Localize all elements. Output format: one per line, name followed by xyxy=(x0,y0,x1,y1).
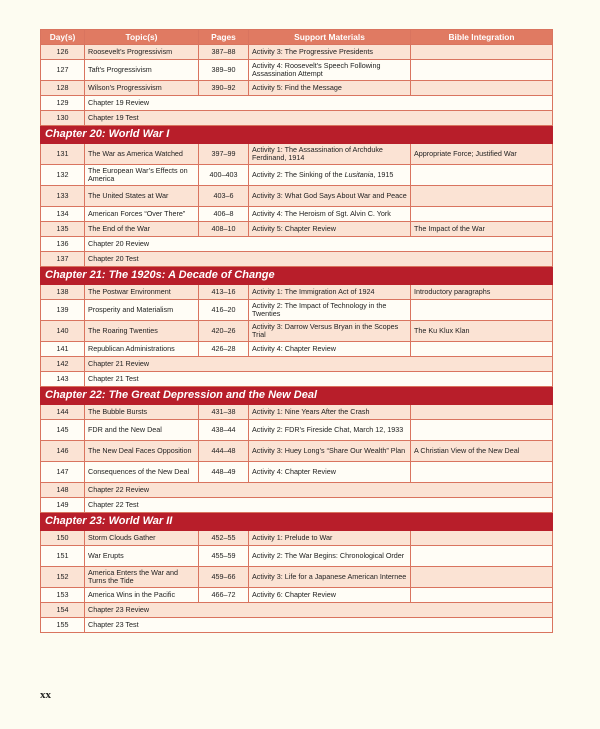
topic-cell: Chapter 21 Review xyxy=(85,357,553,372)
bible-cell: Introductory paragraphs xyxy=(411,285,553,300)
day-cell: 152 xyxy=(41,567,85,588)
pages-cell: 390–92 xyxy=(199,81,249,96)
pages-cell: 387–88 xyxy=(199,45,249,60)
day-cell: 154 xyxy=(41,603,85,618)
day-cell: 138 xyxy=(41,285,85,300)
table-row xyxy=(41,321,553,342)
bible-cell xyxy=(411,546,553,567)
support-cell: Activity 2: The Impact of Technology in the Twenties xyxy=(249,300,411,321)
support-cell: Activity 1: The Immigration Act of 1924 xyxy=(249,285,411,300)
table-row xyxy=(41,165,553,186)
day-cell: 137 xyxy=(41,252,85,267)
support-cell xyxy=(249,165,411,186)
table-row xyxy=(41,186,553,207)
table-row xyxy=(41,357,553,372)
pages-cell: 459–66 xyxy=(199,567,249,588)
support-cell: Activity 4: Roosevelt’s Speech Following Assassination Attempt xyxy=(249,60,411,81)
pages-cell: 452–55 xyxy=(199,531,249,546)
table-row xyxy=(41,222,553,237)
bible-cell xyxy=(411,588,553,603)
chapter-heading: Chapter 21: The 1920s: A Decade of Change xyxy=(41,267,553,285)
table-row xyxy=(41,81,553,96)
topic-cell: Chapter 19 Test xyxy=(85,111,553,126)
lesson-schedule-table xyxy=(40,29,553,633)
topic-cell: Roosevelt’s Progressivism xyxy=(85,45,199,60)
support-cell: Activity 2: FDR’s Fireside Chat, March 12, 1933 xyxy=(249,420,411,441)
pages-cell: 416–20 xyxy=(199,300,249,321)
day-cell: 143 xyxy=(41,372,85,387)
pages-cell: 431–38 xyxy=(199,405,249,420)
support-ship-name: Lusitania xyxy=(344,169,374,179)
support-cell: Activity 3: Life for a Japanese American Internee xyxy=(249,567,411,588)
table-row xyxy=(41,45,553,60)
day-cell: 144 xyxy=(41,405,85,420)
day-cell: 147 xyxy=(41,462,85,483)
table-row xyxy=(41,405,553,420)
support-cell: Activity 3: What God Says About War and Peace xyxy=(249,186,411,207)
support-cell: Activity 4: The Heroism of Sgt. Alvin C. York xyxy=(249,207,411,222)
topic-cell: American Forces “Over There” xyxy=(85,207,199,222)
topic-cell: Chapter 23 Review xyxy=(85,603,553,618)
table-row xyxy=(41,567,553,588)
topic-cell: The War as America Watched xyxy=(85,144,199,165)
bible-cell xyxy=(411,531,553,546)
header-bible: Bible Integration xyxy=(411,30,553,45)
day-cell: 128 xyxy=(41,81,85,96)
topic-cell: Chapter 20 Test xyxy=(85,252,553,267)
table-header-row xyxy=(41,30,553,45)
day-cell: 135 xyxy=(41,222,85,237)
topic-cell: Chapter 20 Review xyxy=(85,237,553,252)
bible-cell xyxy=(411,165,553,186)
table-row xyxy=(41,207,553,222)
pages-cell: 403–6 xyxy=(199,186,249,207)
table-row xyxy=(41,300,553,321)
table-row xyxy=(41,618,553,633)
bible-cell xyxy=(411,300,553,321)
day-cell: 145 xyxy=(41,420,85,441)
chapter-heading: Chapter 23: World War II xyxy=(41,513,553,531)
topic-cell: Consequences of the New Deal xyxy=(85,462,199,483)
chapter-heading-row xyxy=(41,387,553,405)
day-cell: 132 xyxy=(41,165,85,186)
topic-cell: The Roaring Twenties xyxy=(85,321,199,342)
topic-cell: America Wins in the Pacific xyxy=(85,588,199,603)
bible-cell xyxy=(411,81,553,96)
topic-cell: Storm Clouds Gather xyxy=(85,531,199,546)
chapter-heading: Chapter 22: The Great Depression and the New Deal xyxy=(41,387,553,405)
support-cell: Activity 4: Chapter Review xyxy=(249,342,411,357)
day-cell: 133 xyxy=(41,186,85,207)
bible-cell xyxy=(411,405,553,420)
bible-cell xyxy=(411,186,553,207)
day-cell: 151 xyxy=(41,546,85,567)
bible-cell xyxy=(411,342,553,357)
day-cell: 126 xyxy=(41,45,85,60)
table-row xyxy=(41,462,553,483)
pages-cell: 413–16 xyxy=(199,285,249,300)
bible-cell: A Christian View of the New Deal xyxy=(411,441,553,462)
topic-cell: FDR and the New Deal xyxy=(85,420,199,441)
support-cell: Activity 1: Nine Years After the Crash xyxy=(249,405,411,420)
topic-cell: Chapter 21 Test xyxy=(85,372,553,387)
table-row xyxy=(41,342,553,357)
support-cell: Activity 6: Chapter Review xyxy=(249,588,411,603)
support-cell: Activity 3: Darrow Versus Bryan in the Scopes Trial xyxy=(249,321,411,342)
pages-cell: 408–10 xyxy=(199,222,249,237)
pages-cell: 420–26 xyxy=(199,321,249,342)
topic-cell: Wilson’s Progressivism xyxy=(85,81,199,96)
table-row xyxy=(41,252,553,267)
table-row xyxy=(41,60,553,81)
bible-cell: Appropriate Force; Justified War xyxy=(411,144,553,165)
table-row xyxy=(41,144,553,165)
pages-cell: 438–44 xyxy=(199,420,249,441)
day-cell: 146 xyxy=(41,441,85,462)
day-cell: 136 xyxy=(41,237,85,252)
pages-cell: 448–49 xyxy=(199,462,249,483)
header-support: Support Materials xyxy=(249,30,411,45)
support-cell: Activity 2: The War Begins: Chronological Order xyxy=(249,546,411,567)
topic-cell: Chapter 23 Test xyxy=(85,618,553,633)
support-cell: Activity 3: The Progressive Presidents xyxy=(249,45,411,60)
chapter-heading-row xyxy=(41,267,553,285)
bible-cell xyxy=(411,60,553,81)
pages-cell: 426–28 xyxy=(199,342,249,357)
table-row xyxy=(41,603,553,618)
support-cell: Activity 1: Prelude to War xyxy=(249,531,411,546)
table-row xyxy=(41,498,553,513)
day-cell: 131 xyxy=(41,144,85,165)
day-cell: 129 xyxy=(41,96,85,111)
support-text: Activity 2: The Sinking of the xyxy=(252,169,345,179)
topic-cell: Republican Administrations xyxy=(85,342,199,357)
table-row xyxy=(41,237,553,252)
topic-cell: The United States at War xyxy=(85,186,199,207)
table-row xyxy=(41,546,553,567)
pages-cell: 444–48 xyxy=(199,441,249,462)
table-row xyxy=(41,531,553,546)
topic-cell: The European War’s Effects on America xyxy=(85,165,199,186)
bible-cell xyxy=(411,462,553,483)
day-cell: 153 xyxy=(41,588,85,603)
table-row xyxy=(41,285,553,300)
day-cell: 140 xyxy=(41,321,85,342)
topic-cell: Taft’s Progressivism xyxy=(85,60,199,81)
support-cell: Activity 3: Huey Long’s “Share Our Wealth” Plan xyxy=(249,441,411,462)
support-cell: Activity 4: Chapter Review xyxy=(249,462,411,483)
pages-cell: 406–8 xyxy=(199,207,249,222)
pages-cell: 397–99 xyxy=(199,144,249,165)
bible-cell xyxy=(411,420,553,441)
bible-cell: The Impact of the War xyxy=(411,222,553,237)
header-topic: Topic(s) xyxy=(85,30,199,45)
header-pages: Pages xyxy=(199,30,249,45)
topic-cell: The Postwar Environment xyxy=(85,285,199,300)
support-text-end: , 1915 xyxy=(373,169,394,179)
day-cell: 139 xyxy=(41,300,85,321)
table-body xyxy=(41,45,553,633)
table-row xyxy=(41,111,553,126)
header-day: Day(s) xyxy=(41,30,85,45)
day-cell: 134 xyxy=(41,207,85,222)
topic-cell: Chapter 22 Review xyxy=(85,483,553,498)
chapter-heading-row xyxy=(41,513,553,531)
day-cell: 148 xyxy=(41,483,85,498)
day-cell: 149 xyxy=(41,498,85,513)
table-row xyxy=(41,483,553,498)
topic-cell: America Enters the War and Turns the Tide xyxy=(85,567,199,588)
support-cell: Activity 1: The Assassination of Archduke Ferdinand, 1914 xyxy=(249,144,411,165)
table-row xyxy=(41,372,553,387)
bible-cell xyxy=(411,207,553,222)
topic-cell: The Bubble Bursts xyxy=(85,405,199,420)
table-row xyxy=(41,420,553,441)
topic-cell: Prosperity and Materialism xyxy=(85,300,199,321)
bible-cell: The Ku Klux Klan xyxy=(411,321,553,342)
day-cell: 142 xyxy=(41,357,85,372)
chapter-heading-row xyxy=(41,126,553,144)
day-cell: 141 xyxy=(41,342,85,357)
table-row xyxy=(41,441,553,462)
day-cell: 127 xyxy=(41,60,85,81)
table-row xyxy=(41,588,553,603)
bible-cell xyxy=(411,45,553,60)
day-cell: 130 xyxy=(41,111,85,126)
pages-cell: 455–59 xyxy=(199,546,249,567)
pages-cell: 466–72 xyxy=(199,588,249,603)
support-cell: Activity 5: Find the Message xyxy=(249,81,411,96)
chapter-heading: Chapter 20: World War I xyxy=(41,126,553,144)
table-row xyxy=(41,96,553,111)
page-number: xx xyxy=(40,689,51,701)
day-cell: 155 xyxy=(41,618,85,633)
topic-cell: The End of the War xyxy=(85,222,199,237)
bible-cell xyxy=(411,567,553,588)
topic-cell: The New Deal Faces Opposition xyxy=(85,441,199,462)
support-cell: Activity 5: Chapter Review xyxy=(249,222,411,237)
day-cell: 150 xyxy=(41,531,85,546)
pages-cell: 389–90 xyxy=(199,60,249,81)
topic-cell: Chapter 19 Review xyxy=(85,96,553,111)
topic-cell: Chapter 22 Test xyxy=(85,498,553,513)
topic-cell: War Erupts xyxy=(85,546,199,567)
pages-cell: 400–403 xyxy=(199,165,249,186)
